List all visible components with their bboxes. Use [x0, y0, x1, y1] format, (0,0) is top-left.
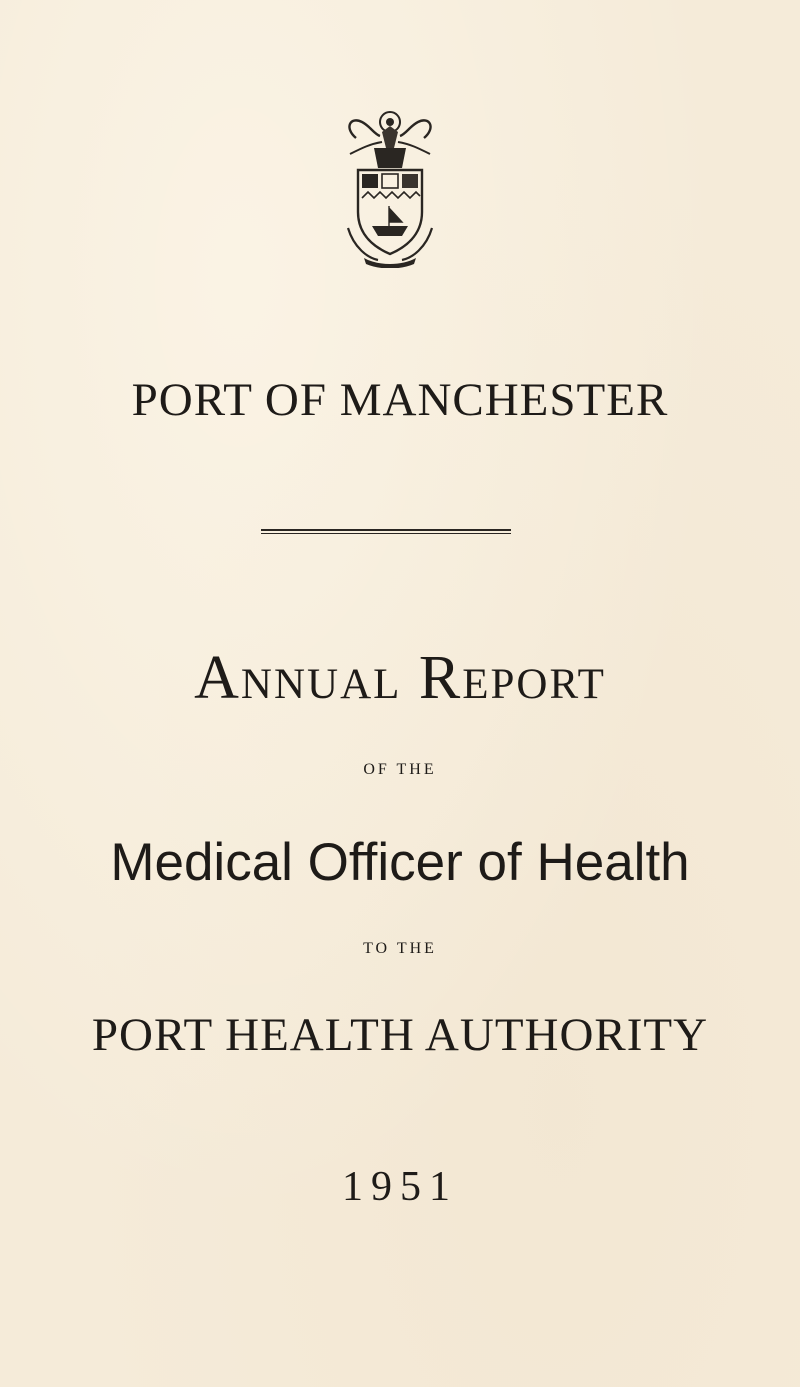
coat-of-arms-crest-icon [344, 108, 436, 268]
report-heading: Annual Report [194, 644, 606, 712]
of-the-text: OF THE [363, 761, 437, 778]
port-title: PORT OF MANCHESTER [131, 374, 669, 426]
authority-title: PORT HEALTH AUTHORITY [91, 1009, 709, 1061]
double-rule-divider [261, 529, 511, 536]
officer-title: Medical Officer of Health [110, 833, 690, 892]
report-year: 1951 [342, 1164, 458, 1210]
to-the-text: TO THE [363, 940, 437, 957]
